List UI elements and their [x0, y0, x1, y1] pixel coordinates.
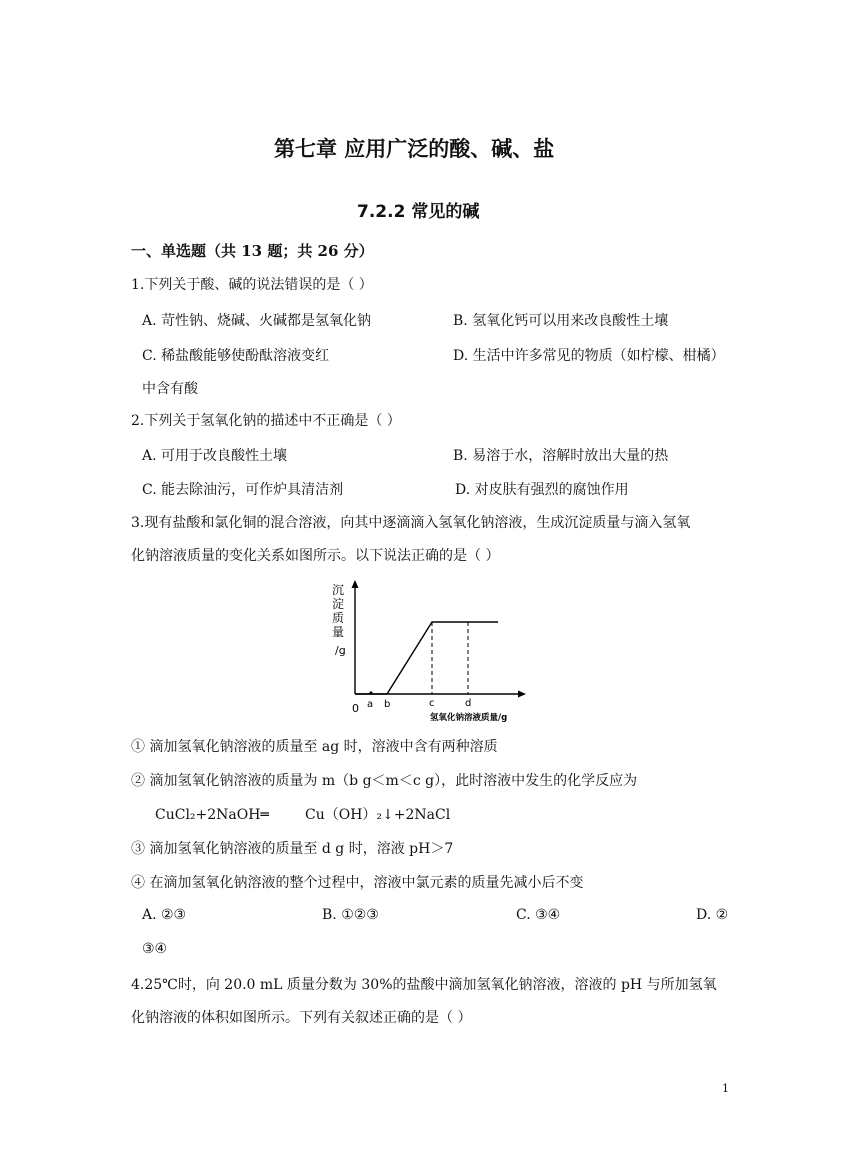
q2-stem: 2.下列关于氢氧化钠的描述中不正确是（ ）	[131, 413, 401, 429]
q1-option-d: D. 生活中许多常见的物质（如柠檬、柑橘）	[453, 348, 725, 364]
q3-statement-3: ③ 滴加氢氧化钠溶液的质量至 d g 时，溶液 pH＞7	[131, 841, 454, 857]
y-axis-label-5: /g	[335, 644, 346, 657]
tick-label-c: c	[429, 698, 435, 709]
q3-statement-2-equation-left: CuCl₂+2NaOH═	[155, 807, 269, 823]
q3-option-b: B. ①②③	[322, 907, 379, 923]
q1-option-c: C. 稀盐酸能够使酚酞溶液变红	[142, 348, 330, 364]
q1-option-d-continued: 中含有酸	[142, 381, 198, 397]
tick-label-b: b	[384, 699, 391, 710]
q3-stem-line2: 化钠溶液质量的变化关系如图所示。以下说法正确的是（ ）	[131, 548, 500, 564]
section-heading: 一、单选题（共 13 题；共 26 分）	[131, 242, 374, 260]
q3-chart	[326, 578, 536, 728]
series-line	[355, 622, 498, 694]
point-a	[369, 691, 372, 694]
y-axis-label-2: 淀	[332, 597, 345, 611]
y-axis-label-4: 量	[332, 625, 345, 639]
x-axis-arrow	[518, 691, 526, 698]
q1-option-b: B. 氢氧化钙可以用来改良酸性土壤	[453, 313, 669, 329]
q3-stem-line1: 3.现有盐酸和氯化铜的混合溶液，向其中逐滴滴入氢氧化钠溶液，生成沉淀质量与滴入氢氧	[131, 515, 691, 531]
section-subtitle: 7.2.2 常见的碱	[357, 202, 480, 222]
q3-option-d: D. ②	[696, 907, 729, 923]
tick-label-d: d	[465, 698, 472, 709]
q3-statement-2-equation-right: Cu（OH）₂↓+2NaCl	[305, 807, 451, 823]
q4-stem-line2: 化钠溶液的体积如图所示。下列有关叙述正确的是（ ）	[131, 1010, 472, 1026]
q2-option-c: C. 能去除油污，可作炉具清洁剂	[142, 482, 344, 498]
q2-option-b: B. 易溶于水，溶解时放出大量的热	[453, 448, 669, 464]
q3-option-a: A. ②③	[142, 907, 187, 923]
y-axis-label-3: 质	[332, 611, 345, 625]
q3-option-d-continued: ③④	[142, 941, 168, 957]
tick-label-a: a	[367, 699, 374, 710]
y-axis-label-1: 沉	[332, 583, 345, 597]
q2-option-d: D. 对皮肤有强烈的腐蚀作用	[455, 482, 629, 498]
q3-statement-1: ① 滴加氢氧化钠溶液的质量至 ag 时，溶液中含有两种溶质	[131, 739, 498, 755]
q4-stem-line1: 4.25℃时，向 20.0 mL 质量分数为 30%的盐酸中滴加氢氧化钠溶液，溶液的 pH 与所加氢氧	[131, 977, 717, 993]
origin-label: 0	[352, 702, 359, 715]
chapter-title: 第七章 应用广泛的酸、碱、盐	[274, 137, 555, 161]
q3-option-c: C. ③④	[516, 907, 561, 923]
x-axis-label: 氢氧化钠溶液质量/g	[430, 713, 508, 723]
q1-stem: 1.下列关于酸、碱的说法错误的是（ ）	[131, 277, 373, 293]
q2-option-a: A. 可用于改良酸性土壤	[142, 448, 288, 464]
q3-statement-2: ② 滴加氢氧化钠溶液的质量为 m（b g＜m＜c g），此时溶液中发生的化学反应为	[131, 773, 638, 789]
y-axis-arrow	[352, 580, 359, 588]
page-number: 1	[722, 1082, 729, 1095]
q1-option-a: A. 苛性钠、烧碱、火碱都是氢氧化钠	[142, 313, 372, 329]
q3-statement-4: ④ 在滴加氢氧化钠溶液的整个过程中，溶液中氯元素的质量先减小后不变	[131, 875, 584, 891]
